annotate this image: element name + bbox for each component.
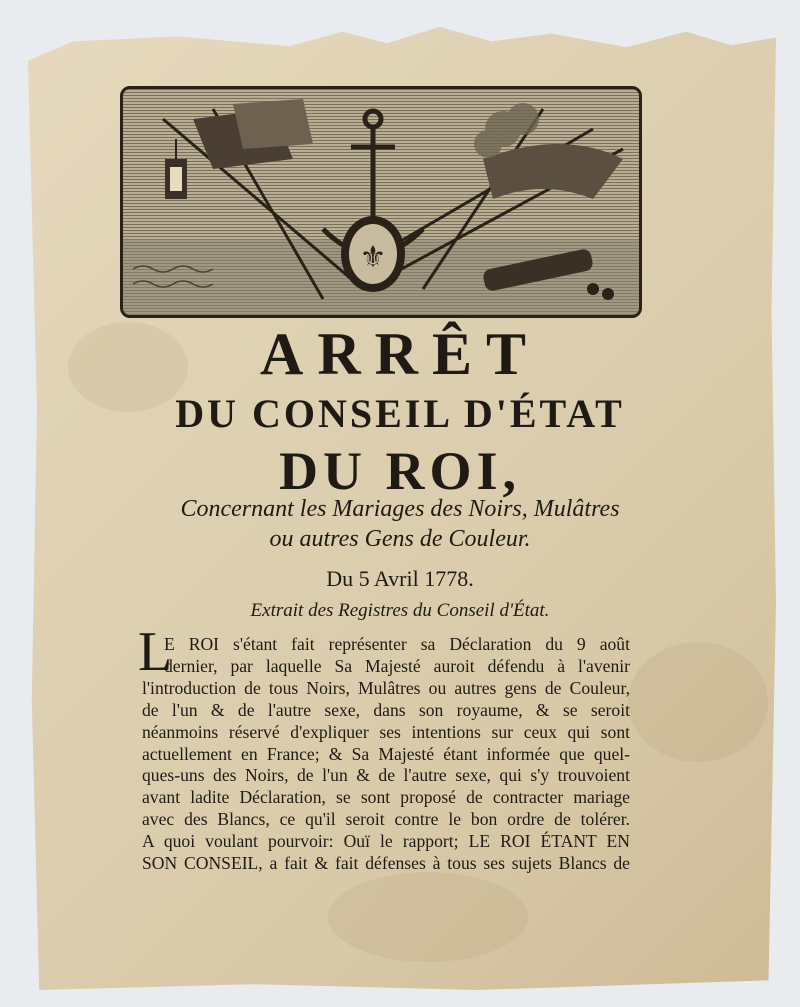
body-line: avec des Blancs, ce qu'il seroit contre le bon ordre de tolérer. — [142, 809, 630, 830]
body-line: l'introduction de tous Noirs, Mulâtres ou autres gens de Couleur, — [142, 677, 630, 698]
body-line: avant ladite Déclaration, se sont proposé de contracter mariage — [142, 787, 630, 808]
body-line: actuellement en France; & Sa Majesté étant informée que quel- — [142, 743, 630, 764]
subtitle-line-2: ou autres Gens de Couleur. — [269, 526, 531, 552]
body-line: de l'un & de l'autre sexe, dans son royaume, & se seroit — [142, 699, 630, 720]
trophy-engraving-icon — [123, 89, 639, 315]
engraved-vignette — [120, 86, 642, 318]
paper-stain — [328, 872, 528, 962]
royal-shield-icon — [341, 216, 405, 292]
title-arret: ARRÊT — [259, 321, 541, 387]
body-line: ques-uns des Noirs, de l'un & de l'autre sexe, qui s'y trouvoient — [142, 765, 630, 786]
subtitle-line-1: Concernant les Mariages des Noirs, Mulâtres — [180, 496, 620, 522]
lantern-icon — [165, 139, 187, 199]
body-line: SON CONSEIL, a fait & fait défenses à tous ses sujets Blancs de — [142, 853, 630, 874]
title-conseil: DU CONSEIL D'ÉTAT — [175, 391, 625, 436]
body-line: néanmoins réservé d'expliquer ses intentions sur ceux qui sont — [142, 721, 630, 742]
body-line: A quoi voulant pourvoir: Ouï le rapport; LE ROI ÉTANT EN — [142, 831, 630, 852]
paper-stain — [628, 642, 768, 762]
decree-date: Du 5 Avril 1778. — [326, 566, 474, 591]
decree-body — [142, 634, 630, 875]
drop-cap: L — [138, 621, 173, 683]
extract-note: Extrait des Registres du Conseil d'État. — [250, 600, 550, 621]
svg-text:⚜: ⚜ — [359, 240, 387, 275]
body-line: E ROI s'étant fait représenter sa Déclaration du 9 août — [164, 634, 630, 654]
body-line: dernier, par laquelle Sa Majesté auroit défendu à l'avenir — [164, 655, 630, 676]
title-roi: DU ROI, — [278, 441, 521, 501]
